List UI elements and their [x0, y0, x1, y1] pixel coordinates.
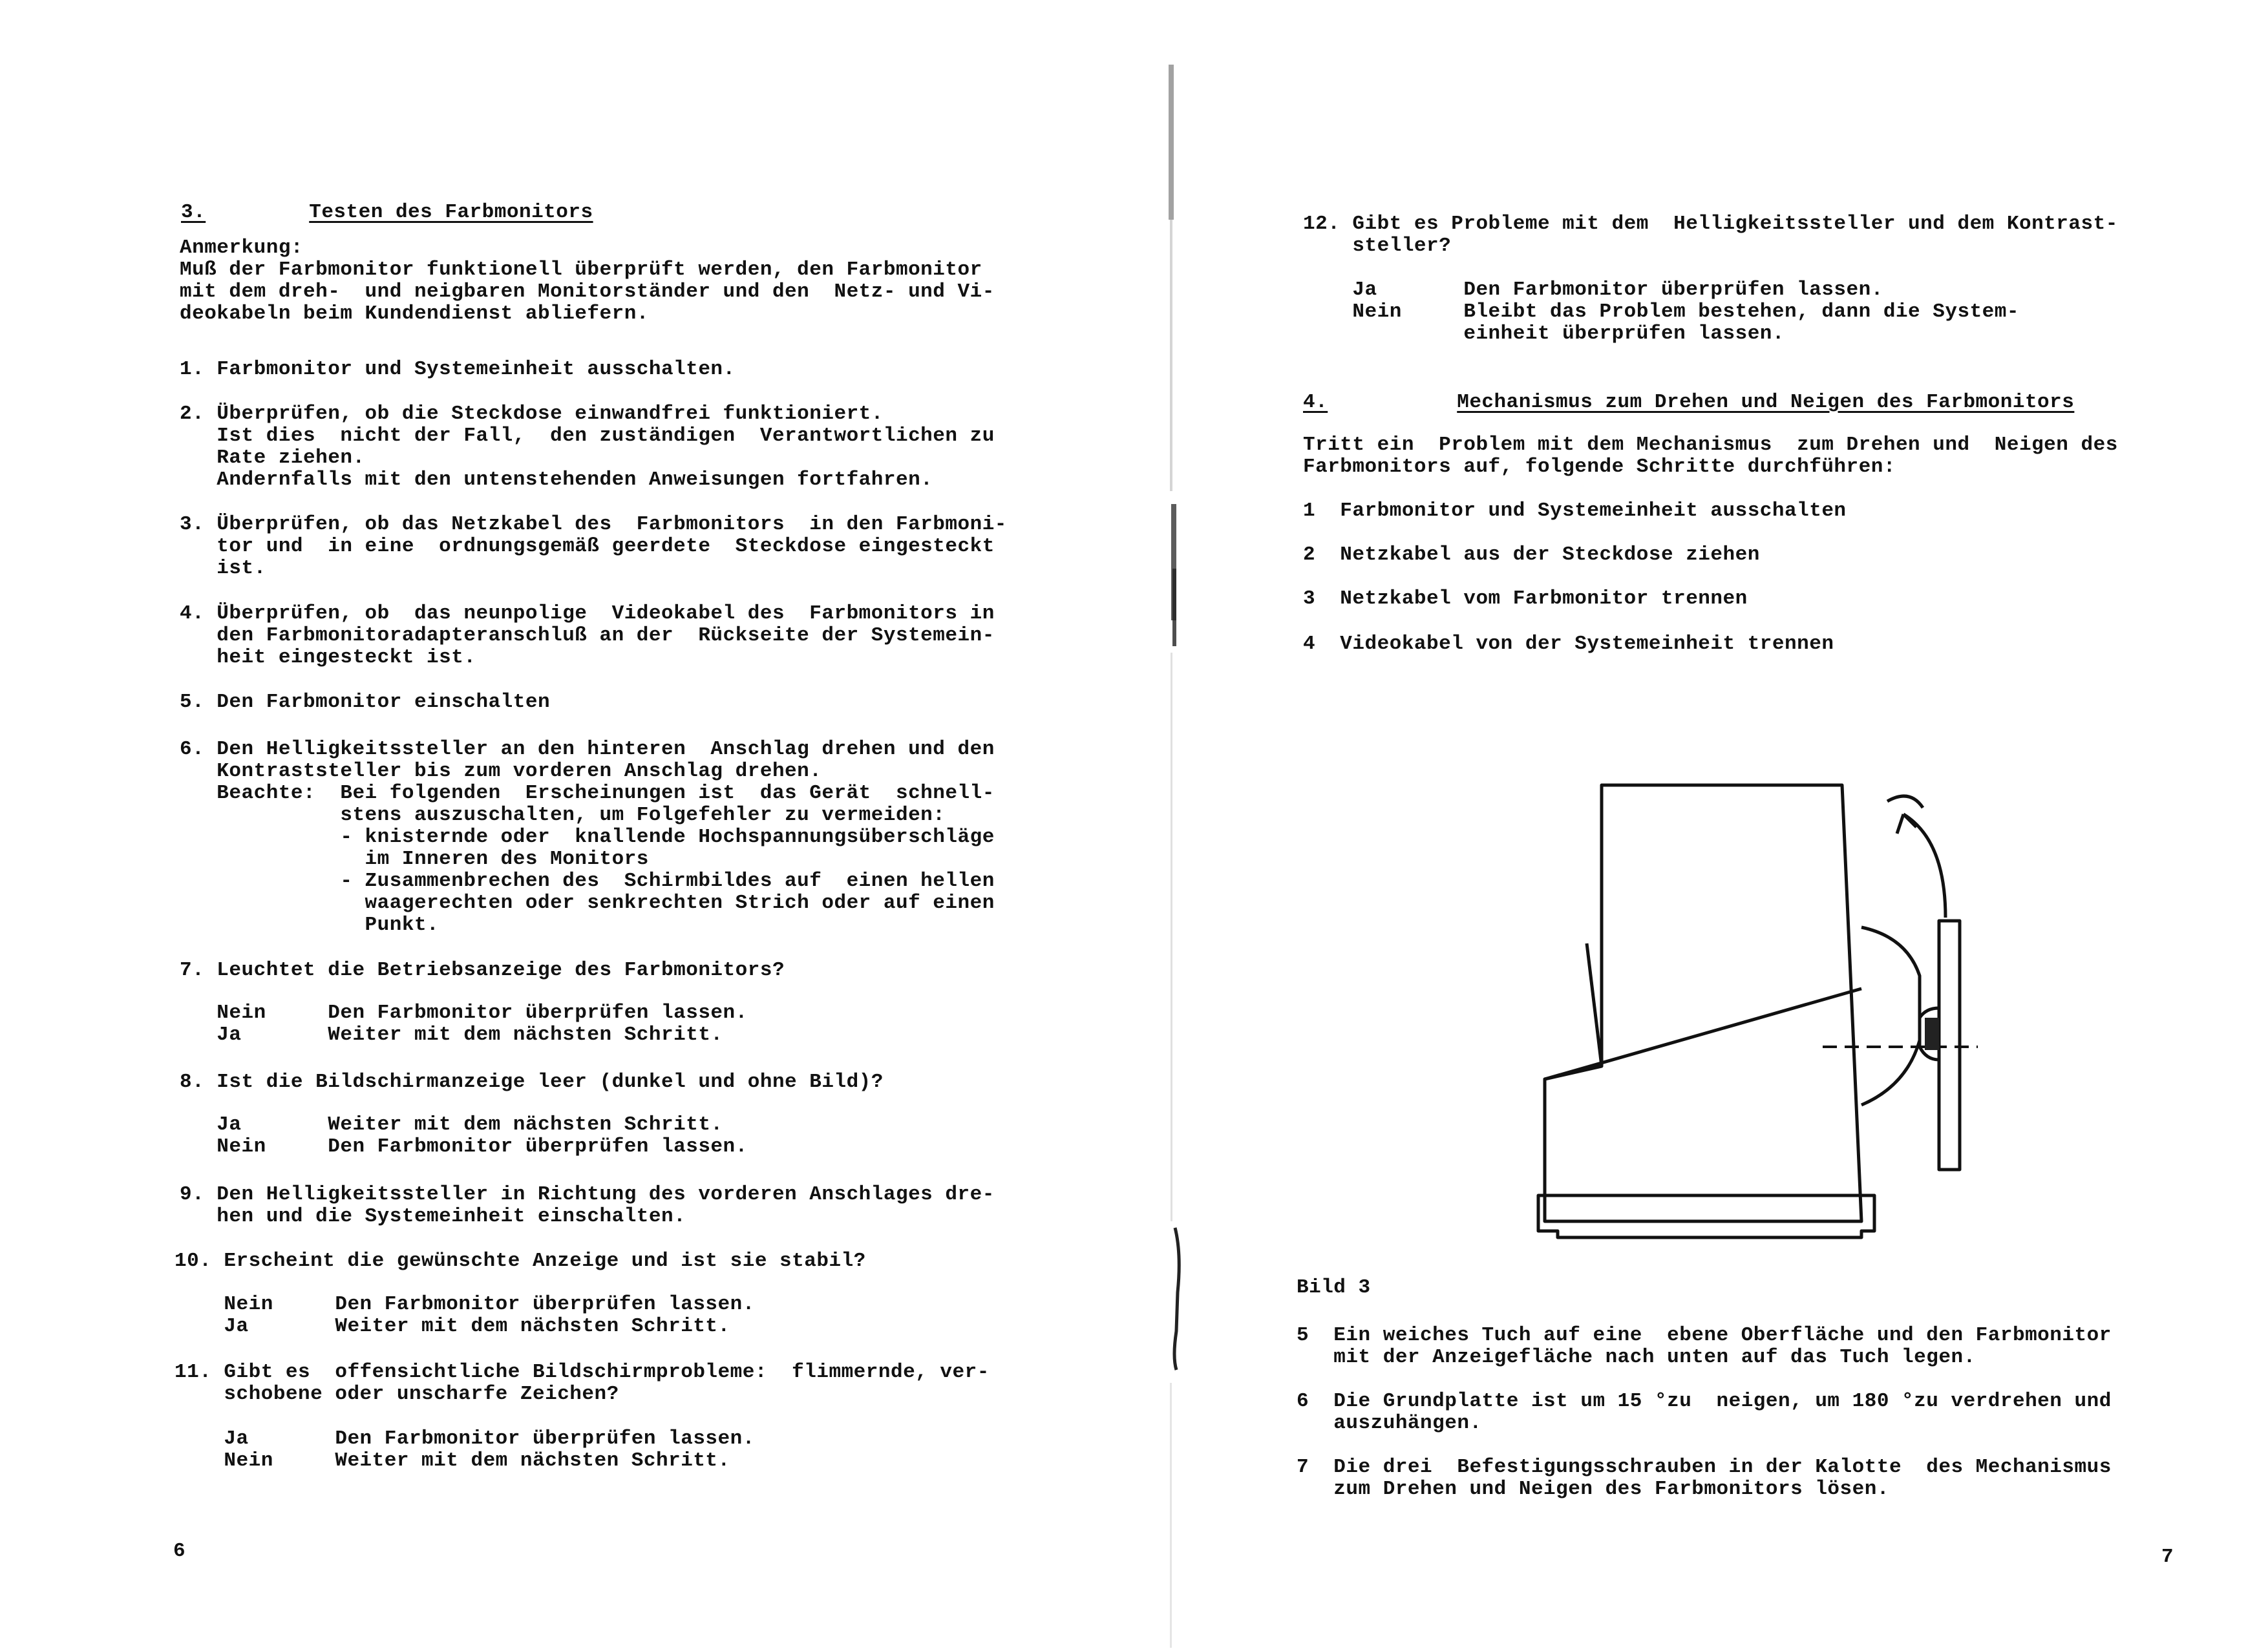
step-10-answer: Ja Weiter mit dem nächsten Schritt. — [175, 1315, 730, 1338]
mechanism-step: 3 Netzkabel vom Farbmonitor trennen — [1303, 587, 1748, 610]
rotation-arc — [1903, 814, 1945, 918]
section-4-heading — [1303, 392, 2074, 414]
mechanism-core — [1925, 1018, 1939, 1050]
step-11-line: 11. Gibt es offensichtliche Bildschirmprobleme: flimmernde, ver- — [175, 1361, 990, 1383]
section-3-heading — [181, 202, 593, 224]
mechanism-step: 7 Die drei Befestigungsschrauben in der Kalotte des Mechanismus — [1297, 1456, 2112, 1478]
step-4-line: den Farbmonitoradapteranschluß an der Rückseite der Systemein- — [180, 624, 995, 647]
mechanism-step: zum Drehen und Neigen des Farbmonitors lösen. — [1297, 1478, 1889, 1500]
rotation-curl — [1887, 796, 1923, 808]
step-12-line: steller? — [1303, 235, 1452, 257]
mechanism-step: auszuhängen. — [1297, 1412, 1482, 1435]
step-4-line: heit eingesteckt ist. — [180, 646, 476, 669]
step-3-line: tor und in eine ordnungsgemäß geerdete Steckdose eingesteckt — [180, 535, 995, 558]
step-7-answer: Ja Weiter mit dem nächsten Schritt. — [180, 1024, 723, 1046]
step-7: 7. Leuchtet die Betriebsanzeige des Farbmonitors? — [180, 959, 785, 982]
step-2-line: 2. Überprüfen, ob die Steckdose einwandfrei funktioniert. — [180, 403, 884, 425]
step-2-line: Rate ziehen. — [180, 447, 365, 469]
step-6-line: - knisternde oder knallende Hochspannungsüberschläge — [180, 826, 995, 848]
step-1: 1. Farbmonitor und Systemeinheit ausschalten. — [180, 358, 736, 381]
mechanism-step: 2 Netzkabel aus der Steckdose ziehen — [1303, 543, 1760, 566]
housing-inner-edge — [1587, 943, 1602, 1066]
step-8: 8. Ist die Bildschirmanzeige leer (dunkel und ohne Bild)? — [180, 1071, 884, 1093]
step-10-answer: Nein Den Farbmonitor überprüfen lassen. — [175, 1293, 755, 1316]
heading-number: 3. — [181, 201, 206, 224]
step-2-line: Andernfalls mit den untenstehenden Anweisungen fortfahren. — [180, 468, 933, 491]
arrow-head — [1897, 814, 1916, 834]
step-8-answer: Ja Weiter mit dem nächsten Schritt. — [180, 1113, 723, 1136]
step-12-line: 12. Gibt es Probleme mit dem Helligkeitssteller und dem Kontrast- — [1303, 213, 2118, 235]
note-line: mit dem dreh- und neigbaren Monitorständer und den Netz- und Vi- — [180, 280, 995, 303]
swivel-dome — [1861, 927, 1920, 1105]
step-10: 10. Erscheint die gewünschte Anzeige und ist sie stabil? — [175, 1250, 866, 1272]
note-line: Muß der Farbmonitor funktionell überprüft werden, den Farbmonitor — [180, 258, 982, 281]
step-12-answer: einheit überprüfen lassen. — [1303, 322, 1785, 345]
page-number: 6 — [173, 1540, 185, 1562]
step-6-line: Kontraststeller bis zum vorderen Anschlag drehen. — [180, 760, 822, 783]
note-label: Anmerkung: — [180, 237, 304, 259]
step-3-line: ist. — [180, 557, 266, 580]
step-12-answer: Ja Den Farbmonitor überprüfen lassen. — [1303, 279, 1883, 301]
step-6-line: Beachte: Bei folgenden Erscheinungen ist das Gerät schnell- — [180, 782, 995, 804]
step-6-line: waagerechten oder senkrechten Strich oder auf einen — [180, 892, 995, 914]
page-number: 7 — [2161, 1546, 2174, 1568]
step-2-line: Ist dies nicht der Fall, den zuständigen Verantwortlichen zu — [180, 425, 995, 447]
step-3-line: 3. Überprüfen, ob das Netzkabel des Farbmonitors in den Farbmoni- — [180, 513, 1007, 536]
mechanism-step: 6 Die Grundplatte ist um 15 °zu neigen, um 180 °zu verdrehen und — [1297, 1390, 2112, 1413]
step-5: 5. Den Farbmonitor einschalten — [180, 691, 551, 713]
step-11-answer: Nein Weiter mit dem nächsten Schritt. — [175, 1449, 730, 1472]
step-9-line: 9. Den Helligkeitssteller in Richtung des vorderen Anschlages dre- — [180, 1183, 995, 1206]
step-11-answer: Ja Den Farbmonitor überprüfen lassen. — [175, 1427, 755, 1450]
tilt-stand-plate — [1939, 921, 1960, 1170]
heading-number: 4. — [1303, 391, 1328, 414]
step-6-line: im Inneren des Monitors — [180, 848, 649, 870]
mechanism-step: 5 Ein weiches Tuch auf eine ebene Oberfläche und den Farbmonitor — [1297, 1324, 2112, 1347]
step-11-line: schobene oder unscharfe Zeichen? — [175, 1383, 619, 1405]
step-6-line: 6. Den Helligkeitssteller an den hinteren Anschlag drehen und den — [180, 738, 995, 761]
heading-title: Testen des Farbmonitors — [309, 201, 593, 224]
note-line: deokabeln beim Kundendienst abliefern. — [180, 302, 649, 325]
figure-caption: Bild 3 — [1297, 1276, 1371, 1299]
step-6-line: stens auszuschalten, um Folgefehler zu vermeiden: — [180, 804, 946, 826]
intro-line: Tritt ein Problem mit dem Mechanismus zum Drehen und Neigen des — [1303, 434, 2118, 456]
monitor-mechanism-figure — [1525, 762, 1991, 1254]
heading-title: Mechanismus zum Drehen und Neigen des Farbmonitors — [1457, 391, 2075, 414]
step-8-answer: Nein Den Farbmonitor überprüfen lassen. — [180, 1135, 748, 1158]
step-7-answer: Nein Den Farbmonitor überprüfen lassen. — [180, 1002, 748, 1024]
mechanism-step: mit der Anzeigefläche nach unten auf das Tuch legen. — [1297, 1346, 1976, 1369]
step-9-line: hen und die Systemeinheit einschalten. — [180, 1205, 686, 1228]
mechanism-step: 4 Videokabel von der Systemeinheit trennen — [1303, 633, 1834, 655]
intro-line: Farbmonitors auf, folgende Schritte durchführen: — [1303, 456, 1896, 478]
step-4-line: 4. Überprüfen, ob das neunpolige Videokabel des Farbmonitors in — [180, 602, 995, 625]
step-6-line: - Zusammenbrechen des Schirmbildes auf einen hellen — [180, 870, 995, 892]
step-12-answer: Nein Bleibt das Problem bestehen, dann die System- — [1303, 300, 2019, 323]
step-6-line: Punkt. — [180, 914, 440, 936]
mechanism-step: 1 Farbmonitor und Systemeinheit ausschalten — [1303, 500, 1847, 522]
monitor-base-plate — [1538, 1195, 1874, 1237]
